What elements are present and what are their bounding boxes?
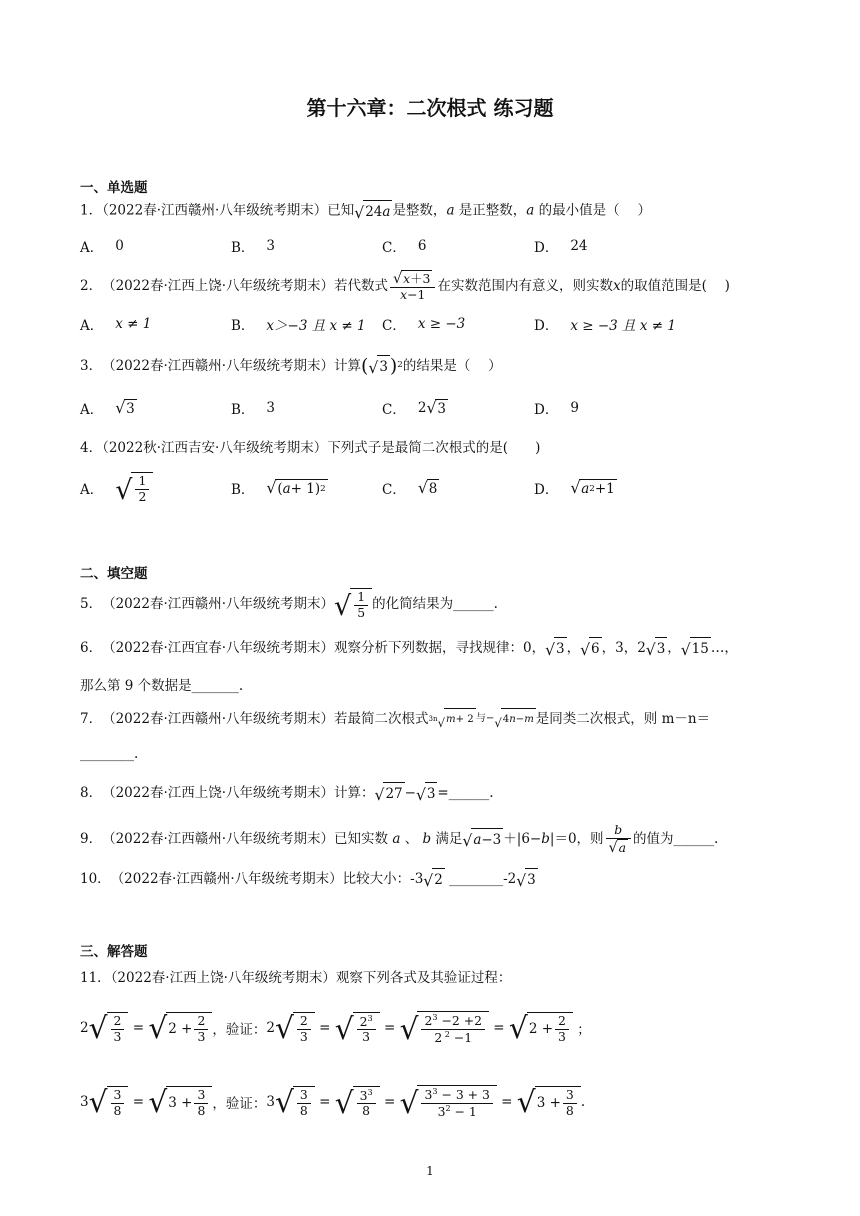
section-heading-single-choice: 一、单选题 xyxy=(80,180,148,196)
question-text: 是整数， xyxy=(392,202,447,219)
question-7-continued: ________. xyxy=(80,746,139,762)
question-4 xyxy=(80,438,540,458)
question-source: （2022春·江西赣州·八年级统考期末） xyxy=(102,202,328,219)
question-11 xyxy=(80,968,511,988)
question-number: 6． xyxy=(80,640,103,656)
power-expression: ( √ 3 ) 2 xyxy=(361,355,403,378)
question-text: 已知 xyxy=(327,202,355,219)
question-source: （2022春·江西上饶·八年级统考期末） xyxy=(102,785,335,801)
sqrt-expression: √ 24 a xyxy=(354,200,392,222)
variable: a xyxy=(446,202,455,219)
page-number: 1 xyxy=(426,1164,434,1178)
option-b[interactable]: B． 3 xyxy=(231,238,276,256)
question-7: 7． （2022春·江西赣州·八年级统考期末） 若最简二次根式 3n √ m + 2 与− √ 4 n − m 是同类二次根式，则 m－n＝ xyxy=(80,708,710,730)
question-text: 满足 xyxy=(435,831,463,847)
question-text: 比较大小：-3 xyxy=(342,871,424,887)
fraction-expression: √ x ＋3 x−1 xyxy=(390,270,435,302)
question-text: 的化简结果为______. xyxy=(372,596,498,612)
question-number: 1． xyxy=(80,202,103,219)
variable: a xyxy=(526,202,535,219)
question-number: 9． xyxy=(80,831,103,847)
question-text: 的值为______. xyxy=(633,831,719,847)
question-text: ，则 xyxy=(576,831,604,847)
verification-line-2: 3 √ 3 8 = √ 3 + 3 8 ，验证： 3 √ 3 8 = √ $3^3$ 8 = √ $3^3 - 3 + 3$ $3^2 - 1$ = √ 3 + 3 8 . xyxy=(80,1085,586,1122)
verify-label: ，验证： xyxy=(212,1096,267,1112)
question-source: （2022秋·江西吉安·八年级统考期末） xyxy=(102,440,328,456)
question-number: 11． xyxy=(80,970,111,986)
question-text: 的结果是（ ） xyxy=(402,358,502,374)
question-5 xyxy=(80,584,498,624)
option-c[interactable]: C． x ≥ −3 xyxy=(382,316,466,334)
option-c[interactable]: C． 6 xyxy=(382,238,427,256)
option-d[interactable]: D． 24 xyxy=(534,238,588,256)
option-b[interactable]: B． x＞−3 且 x ≠ 1 xyxy=(231,318,366,334)
option-a[interactable]: A． √ 1 2 xyxy=(80,466,153,510)
question-source: （2022春·江西赣州·八年级统考期末） xyxy=(102,831,335,847)
option-a[interactable]: A． 0 xyxy=(80,238,124,256)
question-number: 7． xyxy=(80,711,103,727)
question-text: 若最简二次根式 xyxy=(334,711,429,727)
question-number: 10． xyxy=(80,871,111,887)
section-heading-fill-blank: 二、填空题 xyxy=(80,566,148,582)
question-source: （2022春·江西赣州·八年级统考期末） xyxy=(110,871,343,887)
question-source: （2022春·江西赣州·八年级统考期末） xyxy=(102,596,335,612)
verification-line-1: 2 √ 2 3 = √ 2 + 2 3 ，验证： 2 √ 2 3 = √ $2^3$ 3 = √ $2^3 -2 +2$ 2 $^2$ −1 = √ 2 + 2 3 ； xyxy=(80,1011,591,1048)
section-heading-solution: 三、解答题 xyxy=(80,944,148,960)
page-title: 第十六章：二次根式 练习题 xyxy=(306,96,554,120)
question-source: （2022春·江西宜春·八年级统考期末） xyxy=(102,640,335,656)
question-text: ________-2 xyxy=(449,871,517,887)
question-source: （2022春·江西上饶·八年级统考期末） xyxy=(110,970,336,986)
option-d[interactable]: D． √ a 2 +1 xyxy=(534,479,615,498)
verify-label: ，验证： xyxy=(212,1022,267,1038)
variable: x xyxy=(612,278,621,294)
option-c[interactable]: C． 2 √ 3 xyxy=(382,399,446,418)
question-text: 计算： xyxy=(334,785,375,801)
question-text: 在实数范围内有意义，则实数 xyxy=(437,278,613,294)
question-6: 6． （2022春·江西宜春·八年级统考期末） 观察分析下列数据，寻找规律：0， √ 3 ， √ 6 ，3，2 √ 3 ， √ 15 …， xyxy=(80,636,738,660)
question-source: （2022春·江西上饶·八年级统考期末） xyxy=(102,278,335,294)
question-text: 计算 xyxy=(334,358,362,374)
option-b[interactable]: B． 3 xyxy=(231,400,276,418)
question-text: 下列式子是最简二次根式的是( ) xyxy=(327,440,541,456)
option-a[interactable]: A． x ≠ 1 xyxy=(80,316,152,334)
option-d[interactable]: D． x ≥ −3 且 x ≠ 1 xyxy=(534,318,676,334)
question-number: 4． xyxy=(80,440,103,456)
question-text: 的取值范围是( ) xyxy=(620,278,730,294)
question-8: 8． （2022春·江西上饶·八年级统考期末） 计算： √ 27 − √ 3 = ______. xyxy=(80,782,494,804)
option-c[interactable]: C． √ 8 xyxy=(382,479,438,498)
option-a[interactable]: A． √ 3 xyxy=(80,399,135,418)
question-text: 是正整数， xyxy=(454,202,527,219)
question-number: 2． xyxy=(80,278,103,294)
option-d[interactable]: D． 9 xyxy=(534,400,579,418)
question-number: 3． xyxy=(80,358,103,374)
question-text: 观察下列各式及其验证过程： xyxy=(335,970,512,986)
question-source: （2022春·江西赣州·八年级统考期末） xyxy=(102,358,335,374)
question-text: 是同类二次根式，则 m－n＝ xyxy=(535,711,711,727)
question-9: 9． （2022春·江西赣州·八年级统考期末） 已知实数 a 、 b 满足 √ a −3 ＋|6− b |＝0 ，则 b √ a 的值为______. xyxy=(80,822,719,856)
question-source: （2022春·江西赣州·八年级统考期末） xyxy=(102,711,335,727)
question-text: 的最小值是（ ） xyxy=(534,202,651,219)
answer-blank[interactable]: ______. xyxy=(448,785,494,801)
question-text: 已知实数 xyxy=(334,831,389,847)
question-text: 若代数式 xyxy=(334,278,389,294)
question-3 xyxy=(80,352,502,380)
question-text: 观察分析下列数据，寻找规律：0， xyxy=(334,640,546,656)
question-2 xyxy=(80,268,730,304)
question-number: 5． xyxy=(80,596,103,612)
question-number: 8． xyxy=(80,785,103,801)
question-1 xyxy=(80,200,651,222)
option-b[interactable]: B． √ ( a + 1) 2 xyxy=(231,479,326,498)
question-10: 10． （2022春·江西赣州·八年级统考期末） 比较大小：-3 √ 2 ________-2 √ 3 xyxy=(80,868,538,890)
question-6-continued: 那么第 9 个数据是_______. xyxy=(80,678,244,694)
sqrt-expression: √ 1 5 xyxy=(334,588,372,620)
